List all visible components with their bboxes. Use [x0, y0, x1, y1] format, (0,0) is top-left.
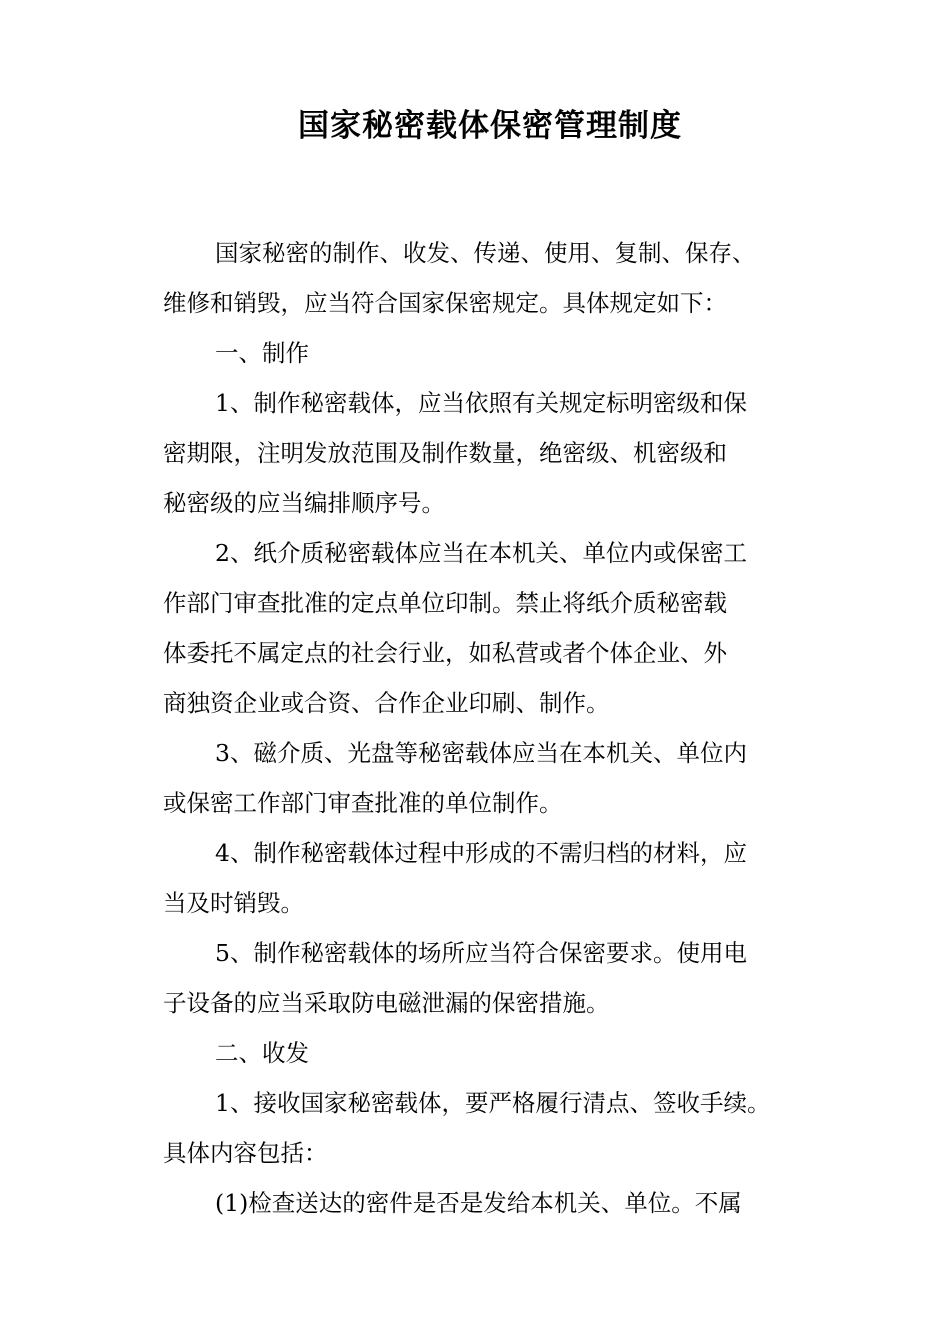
- text-line: 1、制作秘密载体，应当依照有关规定标明密级和保: [215, 389, 747, 417]
- text-line: 1、接收国家秘密载体，要严格履行清点、签收手续。: [215, 1089, 771, 1117]
- text-line: 秘密级的应当编排顺序号。: [163, 489, 445, 517]
- text-line: 子设备的应当采取防电磁泄漏的保密措施。: [163, 989, 610, 1017]
- text-line: 维修和销毁，应当符合国家保密规定。具体规定如下：: [163, 289, 727, 317]
- text-line: 当及时销毁。: [163, 889, 304, 917]
- text-line: 2、纸介质秘密载体应当在本机关、单位内或保密工: [215, 539, 747, 567]
- text-line: 或保密工作部门审查批准的单位制作。: [163, 789, 563, 817]
- text-line: 密期限，注明发放范围及制作数量，绝密级、机密级和: [163, 439, 727, 467]
- text-line: 4、制作秘密载体过程中形成的不需归档的材料，应: [215, 839, 747, 867]
- text-line: (1)检查送达的密件是否是发给本机关、单位。不属: [215, 1189, 742, 1217]
- text-line: 商独资企业或合资、合作企业印刷、制作。: [163, 689, 610, 717]
- document-title: 国家秘密载体保密管理制度: [298, 108, 682, 144]
- document-body: [163, 228, 823, 1228]
- text-line: 3、磁介质、光盘等秘密载体应当在本机关、单位内: [215, 739, 747, 767]
- text-line: 体委托不属定点的社会行业，如私营或者个体企业、外: [163, 639, 727, 667]
- text-line: 作部门审查批准的定点单位印制。禁止将纸介质秘密载: [163, 589, 727, 617]
- text-line: 具体内容包括：: [163, 1139, 328, 1167]
- text-line: 国家秘密的制作、收发、传递、使用、复制、保存、: [215, 239, 756, 267]
- text-line: 5、制作秘密载体的场所应当符合保密要求。使用电: [215, 939, 747, 967]
- text-line: 二、收发: [215, 1039, 309, 1067]
- text-line: 一、制作: [215, 339, 309, 367]
